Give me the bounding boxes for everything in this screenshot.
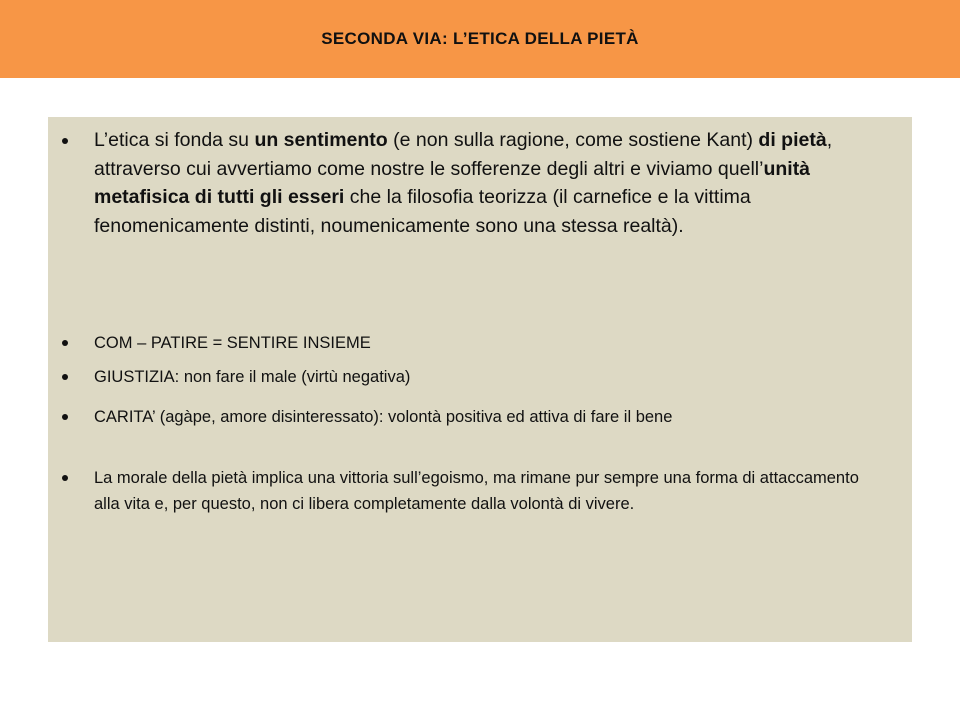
text-segment-bold: un sentimento [254, 129, 388, 151]
bullet-dot-icon [62, 414, 68, 420]
bullet-dot-icon [62, 374, 68, 380]
text-segment: che la filosofia teorizza (il carnefice e la vittima fenomenicamente distinti, noumenicamente sono una stessa realtà). [94, 186, 751, 237]
bullet-dot-icon [62, 138, 68, 144]
bullet-text: COM – PATIRE = SENTIRE INSIEME [94, 334, 371, 352]
bullet-dot-icon [62, 475, 68, 481]
text-segment-bold: di pietà [758, 129, 827, 151]
title-bar [0, 0, 960, 78]
bullet-text [94, 126, 872, 240]
content-box [48, 117, 912, 642]
bullet-text: GIUSTIZIA: non fare il male (virtù negativa) [94, 368, 411, 386]
bullet-dot-icon [62, 340, 68, 346]
text-segment: L’etica si fonda su [94, 129, 255, 151]
text-segment: , attraverso cui avvertiamo come nostre le sofferenze degli altri e viviamo quell’ [94, 129, 833, 180]
bullet-text: CARITA’ (agàpe, amore disinteressato): volontà positiva ed attiva di fare il bene [94, 408, 673, 426]
slide-title: SECONDA VIA: L’ETICA DELLA PIETÀ [321, 29, 639, 48]
bullet-text: La morale della pietà implica una vittoria sull’egoismo, ma rimane pur sempre una forma di attaccamento alla vita e, per questo, non ci libera completamente dalla volontà di vivere. [94, 469, 859, 513]
text-segment-bold: unità metafisica di tutti gli esseri [94, 157, 811, 208]
text-segment: (e non sulla ragione, come sostiene Kant) [387, 129, 759, 151]
